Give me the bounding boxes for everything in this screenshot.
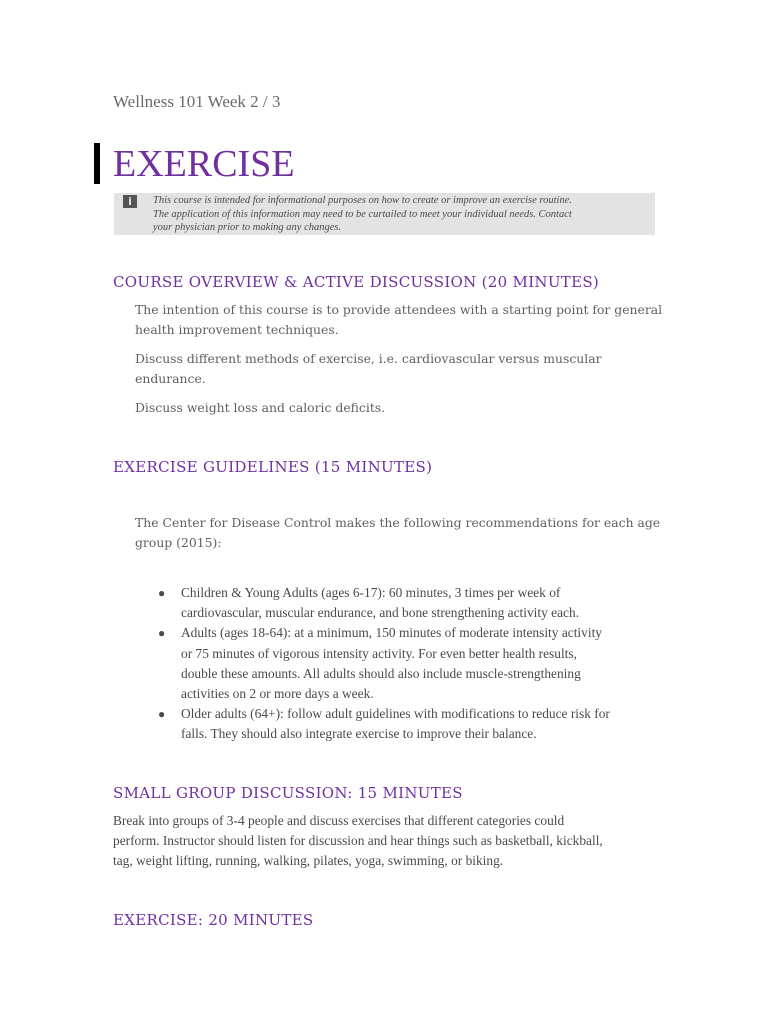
disclaimer-text [153, 194, 643, 235]
text-line: The intention of this course is to provide attendees with a starting point for general [135, 302, 663, 317]
text-line: Children & Young Adults (ages 6-17): 60 minutes, 3 times per week of [181, 585, 561, 600]
heading-course-overview: COURSE OVERVIEW & ACTIVE DISCUSSION (20 MINUTES) [113, 273, 600, 291]
text-line: perform. Instructor should listen for discussion and hear things such as basketball, kickball, [113, 833, 603, 848]
text-line: Break into groups of 3-4 people and discuss exercises that different categories could [113, 813, 565, 828]
guidelines-bullet-list [158, 583, 658, 745]
title-accent-bar [94, 143, 100, 184]
text-line: cardiovascular, muscular endurance, and bone strengthening activity each. [181, 605, 580, 621]
bullet-icon: ● [158, 626, 166, 641]
info-icon: i [123, 195, 137, 208]
text-line: group (2015): [135, 535, 222, 550]
text-line: health improvement techniques. [135, 322, 339, 337]
disclaimer-line: your physician prior to making any changes. [153, 222, 342, 234]
text-line: activities on 2 or more days a week. [181, 686, 374, 702]
bullet-icon: ● [158, 707, 166, 722]
disclaimer-notice [114, 193, 655, 235]
overview-paragraph-intention [135, 300, 663, 340]
document-subtitle: Wellness 101 Week 2 / 3 [113, 92, 281, 111]
text-line: tag, weight lifting, running, walking, pilates, yoga, swimming, or biking. [113, 853, 504, 868]
text-line: or 75 minutes of vigorous intensity activity. For even better health results, [181, 645, 577, 661]
list-item [158, 623, 658, 704]
guidelines-intro [135, 513, 661, 553]
overview-paragraph-weight-loss [135, 398, 655, 418]
text-line: falls. They should also integrate exercise to improve their balance. [181, 726, 537, 742]
overview-paragraph-methods [135, 349, 655, 389]
text-line: Discuss weight loss and caloric deficits. [135, 400, 386, 415]
text-line: Adults (ages 18-64): at a minimum, 150 minutes of moderate intensity activity [181, 625, 602, 641]
text-line: Discuss different methods of exercise, i.e. cardiovascular versus muscular [135, 351, 602, 366]
disclaimer-line: This course is intended for informational purposes on how to create or improve an exercise routine. [153, 195, 572, 206]
text-line: double these amounts. All adults should also include muscle-strengthening [181, 665, 581, 681]
page-title: EXERCISE [113, 143, 295, 185]
bullet-icon: ● [158, 586, 166, 600]
heading-exercise-guidelines: EXERCISE GUIDELINES (15 MINUTES) [113, 458, 433, 476]
list-item [158, 583, 658, 623]
disclaimer-line: The application of this information may need to be curtailed to meet your individual needs. Contact [153, 208, 572, 220]
small-group-paragraph [113, 811, 663, 871]
heading-exercise: EXERCISE: 20 MINUTES [113, 911, 314, 929]
list-item [158, 704, 658, 744]
heading-small-group-discussion: SMALL GROUP DISCUSSION: 15 MINUTES [113, 784, 463, 802]
text-line: endurance. [135, 371, 206, 386]
text-line: The Center for Disease Control makes the following recommendations for each age [135, 515, 661, 530]
text-line: Older adults (64+): follow adult guidelines with modifications to reduce risk for [181, 706, 610, 722]
